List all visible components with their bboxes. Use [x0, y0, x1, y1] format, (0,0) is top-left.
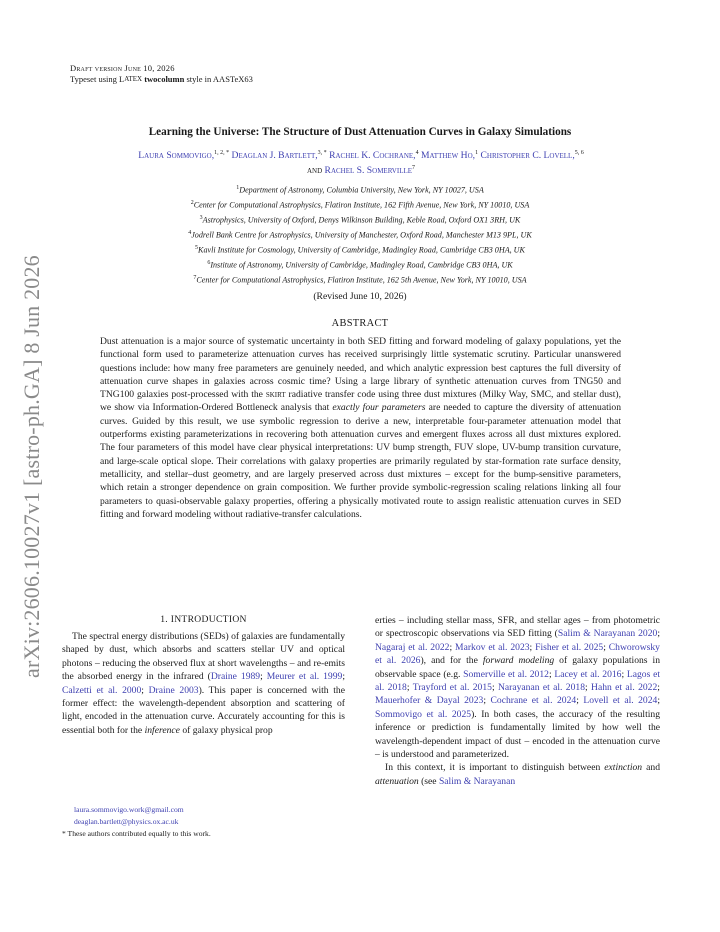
- author-sup: 4: [415, 150, 419, 156]
- citation-link[interactable]: Sommovigo et al. 2025: [375, 708, 472, 720]
- citation-link[interactable]: Fisher et al. 2025: [535, 641, 604, 653]
- typeset-post: style in AASTeX63: [186, 74, 253, 84]
- author-name[interactable]: Christopher C. Lovell,: [480, 150, 575, 162]
- left-column: [62, 630, 345, 737]
- author-name[interactable]: Deaglan J. Bartlett,: [231, 150, 318, 162]
- draft-line: Draft version June 10, 2026: [70, 63, 175, 73]
- citation-link[interactable]: Lacey et al. 2016: [554, 668, 622, 680]
- right-column: [375, 614, 660, 788]
- intro-paragraph: [375, 761, 660, 788]
- body-text: The spectral energy distributions (SEDs) of galaxies are fundamentally shaped by dust, which absorbs and scatters stellar UV and optical photons – reducing the observed flux at short wavelengths – and re-emits the absorbed energy in the infrared (: [62, 631, 345, 683]
- citation-link[interactable]: Draine 1989: [210, 671, 261, 683]
- affiliation-num: 5: [195, 244, 199, 251]
- body-text: ;: [548, 668, 555, 680]
- body-text: ;: [260, 671, 267, 683]
- author-list: [62, 147, 660, 177]
- paper-title: Learning the Universe: The Structure of Dust Attenuation Curves in Galaxy Simulations: [148, 126, 572, 138]
- body-text: ). In both cases, the accuracy of the resulting inference or prediction is fundamentally limited by how well the wavelength-dependent impact of dust – encoded in the attenuation curve – is understood and parameterized.: [375, 708, 660, 761]
- citation-link[interactable]: Narayanan et al. 2018: [497, 682, 585, 694]
- abstract-text: are needed to capture the diversity of attenuation curves. Guided by this result, we use symbolic regression to derive a new, interpretable four-parameter attenuation model that outperforms existing parameterizations in recovering both attenuation curves and emergent fluxes across all dust mixtures explored. The four parameters of this model have clear physical interpretations: UV bump strength, FUV slope, UV-bump transition curvature, and large-scale optical slope. Their correlations with galaxy properties are primarily regulated by star-formation rate surface density, metallicity, and stellar–dust geometry, and are largely preserved across dust mixtures – except for the bump-sensitive parameters, which retain a stronger dependence on grain composition. We further provide symbolic-regression scaling relations linking all four parameters to quasi-observable galaxy properties, offering a physically motivated route to assign realistic attenuation curves in SED fitting and forward modeling without radiative-transfer calculations.: [100, 402, 622, 520]
- affiliation-num: 1: [236, 185, 240, 191]
- citation-link[interactable]: Meurer et al. 1999: [266, 671, 343, 683]
- author-sup: 1, 2, *: [214, 150, 230, 156]
- email-link[interactable]: laura.sommovigo.work@gmail.com: [74, 805, 184, 814]
- body-text: ;: [342, 671, 345, 683]
- author-name[interactable]: Laura Sommovigo,: [138, 150, 215, 162]
- body-emphasis: extinction: [604, 762, 643, 774]
- body-text: In this context, it is important to distinguish between: [385, 762, 605, 774]
- body-text: ;: [141, 684, 149, 696]
- affiliation-item: [80, 257, 640, 272]
- body-text: ). This paper is concerned with the former effect: the wavelength-dependent absorption and scattering of light, encoded in the attenuation curve. Accurately accounting for this is essential both for the: [62, 684, 345, 736]
- affiliation-item: [80, 227, 640, 242]
- citation-link[interactable]: Cochrane et al. 2024: [490, 695, 577, 707]
- affiliation-item: [80, 197, 640, 212]
- typeset-bold: twocolumn: [144, 74, 185, 84]
- citation-link[interactable]: Markov et al. 2023: [455, 641, 530, 653]
- intro-paragraph: [375, 614, 660, 761]
- abstract-heading: ABSTRACT: [331, 318, 389, 329]
- body-text: ;: [585, 682, 592, 694]
- abstract-paragraph: [100, 335, 621, 521]
- affiliation-text: Center for Computational Astrophysics, Flatiron Institute, 162 Fifth Avenue, New York, NY 10010, USA: [193, 200, 530, 210]
- body-text: erties – including stellar mass, SFR, and stellar ages – from photometric or spectroscopic observations via SED fitting (: [375, 615, 660, 640]
- body-text: of galaxy physical prop: [179, 724, 273, 736]
- affiliation-num: 2: [190, 199, 194, 206]
- author-name[interactable]: Rachel S. Somerville: [324, 165, 413, 177]
- body-text: ;: [406, 682, 413, 694]
- typeset-pre: Typeset using L: [70, 74, 125, 84]
- citation-link[interactable]: Hahn et al. 2022: [591, 682, 658, 694]
- affiliation-text: Department of Astronomy, Columbia University, New York, NY 10027, USA: [239, 185, 484, 195]
- body-text: ;: [576, 695, 584, 707]
- affiliation-num: 6: [207, 259, 211, 266]
- body-text: ;: [657, 628, 660, 640]
- body-text: ;: [449, 641, 456, 653]
- arxiv-stamp: arXiv:2606.10027v1 [astro-ph.GA] 8 Jun 2026: [19, 255, 44, 678]
- document-header: [70, 63, 253, 85]
- affiliation-text: Jodrell Bank Centre for Astrophysics, University of Manchester, Oxford Road, Manchester M13 9PL, UK: [191, 230, 532, 240]
- abstract-body: [100, 335, 621, 521]
- revised-date: (Revised June 10, 2026): [313, 291, 407, 302]
- citation-link[interactable]: Mauerhofer & Dayal 2023: [375, 695, 484, 707]
- body-text: ;: [603, 641, 609, 653]
- body-text: ;: [657, 695, 660, 707]
- affiliation-text: Center for Computational Astrophysics, Flatiron Institute, 162 5th Avenue, New York, NY 10010, USA: [196, 275, 527, 285]
- body-emphasis: attenuation: [375, 775, 419, 787]
- body-emphasis: forward modeling: [482, 655, 555, 667]
- section-heading-introduction: 1. INTRODUCTION: [160, 614, 247, 625]
- author-sup: 5, 6: [574, 150, 584, 156]
- body-text: ;: [657, 682, 660, 694]
- equal-contribution-note: * These authors contributed equally to this work.: [62, 829, 211, 839]
- citation-link[interactable]: Lagos et al. 2018: [375, 668, 661, 694]
- latex-logo: ATEX: [124, 75, 143, 83]
- abstract-text: radiative transfer code using three dust mixtures (Milky Way, SMC, and stellar dust), we show via Information-Ordered Bottleneck analysis that: [100, 389, 621, 414]
- email-link[interactable]: deaglan.bartlett@physics.ox.ac.uk: [74, 817, 179, 827]
- author-sup: 3, *: [317, 150, 327, 156]
- typeset-line: [70, 74, 253, 85]
- affiliation-num: 7: [193, 274, 197, 281]
- author-and: and: [306, 165, 323, 177]
- body-text: ), and for the: [420, 655, 483, 667]
- affiliation-list: [80, 182, 640, 287]
- footnotes: [62, 804, 345, 841]
- citation-link[interactable]: Chworowsky et al. 2026: [375, 641, 660, 667]
- citation-link[interactable]: Trayford et al. 2015: [412, 682, 492, 694]
- citation-link[interactable]: Salim & Narayanan: [438, 775, 516, 787]
- affiliation-item: [80, 212, 640, 227]
- affiliation-item: [80, 242, 640, 257]
- intro-paragraph: [62, 630, 345, 737]
- citation-link[interactable]: Lovell et al. 2024: [583, 695, 658, 707]
- author-sup: 1: [475, 150, 479, 156]
- citation-link[interactable]: Nagaraj et al. 2022: [375, 641, 450, 653]
- author-name[interactable]: Rachel K. Cochrane,: [329, 150, 416, 162]
- citation-link[interactable]: Somerville et al. 2012: [463, 668, 549, 680]
- body-text: of galaxy populations in observable space (e.g.: [375, 655, 661, 680]
- body-emphasis: inference: [144, 724, 180, 736]
- body-text: and: [642, 762, 660, 774]
- body-text: ;: [621, 668, 627, 680]
- citation-link[interactable]: Salim & Narayanan 2020: [557, 628, 658, 640]
- citation-link[interactable]: Draine 2003: [148, 684, 199, 696]
- affiliation-item: [80, 272, 640, 287]
- author-name[interactable]: Matthew Ho,: [420, 150, 476, 162]
- citation-link[interactable]: Calzetti et al. 2000: [62, 684, 142, 696]
- abstract-emphasis: exactly four parameters: [332, 402, 426, 414]
- abstract-text: Dust attenuation is a major source of systematic uncertainty in both SED fitting and forward modeling of galaxy populations, yet the functional form used to parameterize attenuation curves has received surprisingly little systematic scrutiny. Particular unanswered questions include: how many free parameters are genuinely needed, and which analytic expression best captures the full diversity of attenuation curve shapes in galaxies across cosmic time? Using a large library of synthetic attenuation curves from TNG50 and TNG100 galaxies post-processed with the: [100, 336, 621, 401]
- affiliation-text: Astrophysics, University of Oxford, Denys Wilkinson Building, Keble Road, Oxford OX1 3RH, UK: [202, 215, 521, 225]
- body-text: ;: [529, 641, 536, 653]
- body-text: ;: [483, 695, 491, 707]
- affiliation-num: 4: [188, 229, 192, 236]
- body-text: ;: [491, 682, 498, 694]
- body-text: (see: [418, 775, 439, 787]
- skirt-code-name: skirt: [265, 389, 286, 401]
- author-sup: 7: [412, 165, 416, 172]
- affiliation-text: Institute of Astronomy, University of Cambridge, Madingley Road, Cambridge CB3 0HA, UK: [210, 260, 513, 270]
- affiliation-text: Kavli Institute for Cosmology, University of Cambridge, Madingley Road, Cambridge CB3 0HA, UK: [198, 245, 525, 255]
- affiliation-item: [80, 182, 640, 197]
- affiliation-num: 3: [199, 214, 203, 221]
